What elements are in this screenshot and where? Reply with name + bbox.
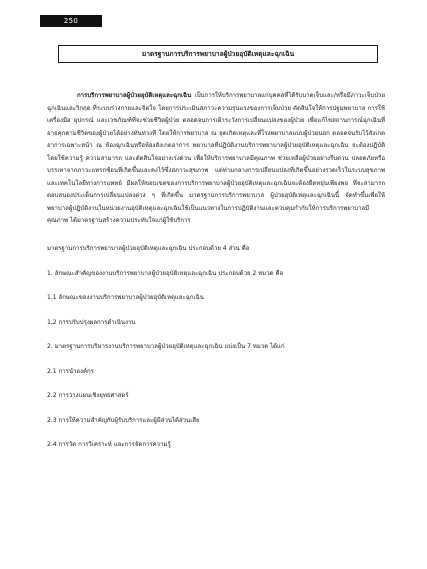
list-item-1: 1. ลักษณะสำคัญของงานบริการพยาบาลผู้ป่วยอุบัติเหตุและฉุกเฉิน ประกอบด้วย 2 หมวด คือ [47,269,284,277]
list-item-2-3: 2.3 การให้ความสำคัญกับผู้รับบริการและผู้มีส่วนได้ส่วนเสีย [47,416,200,424]
page-number: 250 [40,15,102,27]
body-content [47,90,385,452]
list-item-2-2: 2.2 การวางแผนเชิงยุทธศาสตร์ [47,392,129,400]
list-item-1-1: 1.1 ลักษณะของงานบริการพยาบาลผู้ป่วยอุบัติเหตุและฉุกเฉิน [47,294,204,302]
paragraph-lead: การบริการพยาบาลผู้ป่วยอุบัติเหตุและฉุกเฉิน [77,92,192,99]
body-paragraph [47,90,385,228]
paragraph-text: เป็นการให้บริการพยาบาลแก่บุคคลที่ได้รับบาดเจ็บและ/หรือมีภาวะเจ็บป่วยฉุกเฉินและวิกฤต ที่ระบบร่างกายและจิตใจ โดยการประเมินสภาวะความรุนแรงของการเจ็บป่วย ตัดสินใจให้การปฐมพยาบาล การใช้เครื่องมือ อุปกรณ์ และเวชภัณฑ์ที่จะช่วยชีวิตผู้ป่วย ตลอดจนการเฝ้าระวังการเปลี่ยนแปลงของผู้ป่วย เพื่อแก้ไขสถานการณ์ฉุกเฉินที่อาจคุกคามชีวิตของผู้ป่วยได้อย่างทันท่วงที โดยให้การพยาบาล ณ จุดเกิดเหตุและที่โรงพยาบาลแบบผู้ป่วยนอก ตลอดจนรับไว้สังเกตอาการเฉพาะหน้า ณ ห้องฉุกเฉินหรือห้องสังเกตอาการ พยาบาลที่ปฏิบัติงานบริการพยาบาลผู้ป่วยอุบัติเหตุและฉุกเฉิน จะต้องปฏิบัติโดยใช้ความรู้ ความสามารถ และตัดสินใจอย่างเร่งด่วน เพื่อให้บริการพยาบาลมีคุณภาพ ช่วยเหลือผู้ป่วยอย่างรีบด่วน ปลอดภัยหรือบรรเทาจากภาวะแทรกซ้อนที่เกิดขึ้นและคงไว้ซึ่งสภาวะสุขภาพ แต่ท่ามกลางการเปลี่ยนแปลงที่เกิดขึ้นอย่างรวดเร็วในระบบสุขภาพและเทคโนโลยีทางการแพทย์ มีผลให้ขอบเขตของการบริการพยาบาลผู้ป่วยอุบัติเหตุและฉุกเฉินจะต้องยืดหยุ่นเพียงพอ ที่จะสามารถตอบสนองประเด็นการเปลี่ยนแปลงต่าง ๆ ที่เกิดขึ้น มาตรฐานการบริการพยาบาล ผู้ป่วยอุบัติเหตุและฉุกเฉินนี้ จัดทำขึ้นเพื่อให้พยาบาลผู้ปฏิบัติงานในหน่วยงานอุบัติเหตุและฉุกเฉินใช้เป็นแนวทางในการปฏิบัติงานและควบคุมกำกับให้การบริการพยาบาลมีคุณภาพ ได้มาตรฐานสร้างความประทับใจแก่ผู้ใช้บริการ [47,92,385,225]
list-item-2-4: 2.4 การวัด การวิเคราะห์ และการจัดการความรู้ [47,441,171,449]
section-title: มาตรฐานการบริการพยาบาลผู้ป่วยอุบัติเหตุและฉุกเฉิน [58,45,378,63]
list-item-1-2: 1.2 การปรับปรุงผลการดำเนินงาน [47,318,136,326]
list-item-2-1: 2.1 การนำองค์กร [47,367,94,375]
list-item-2: 2. มาตรฐานการบริหารงานบริการพยาบาลผู้ป่วยอุบัติเหตุและฉุกเฉิน แบ่งเป็น 7 หมวด ได้แก่ [47,343,285,351]
standards-intro: มาตรฐานการบริการพยาบาลผู้ป่วยอุบัติเหตุและฉุกเฉิน ประกอบด้วย 4 ส่วน คือ [47,245,250,253]
